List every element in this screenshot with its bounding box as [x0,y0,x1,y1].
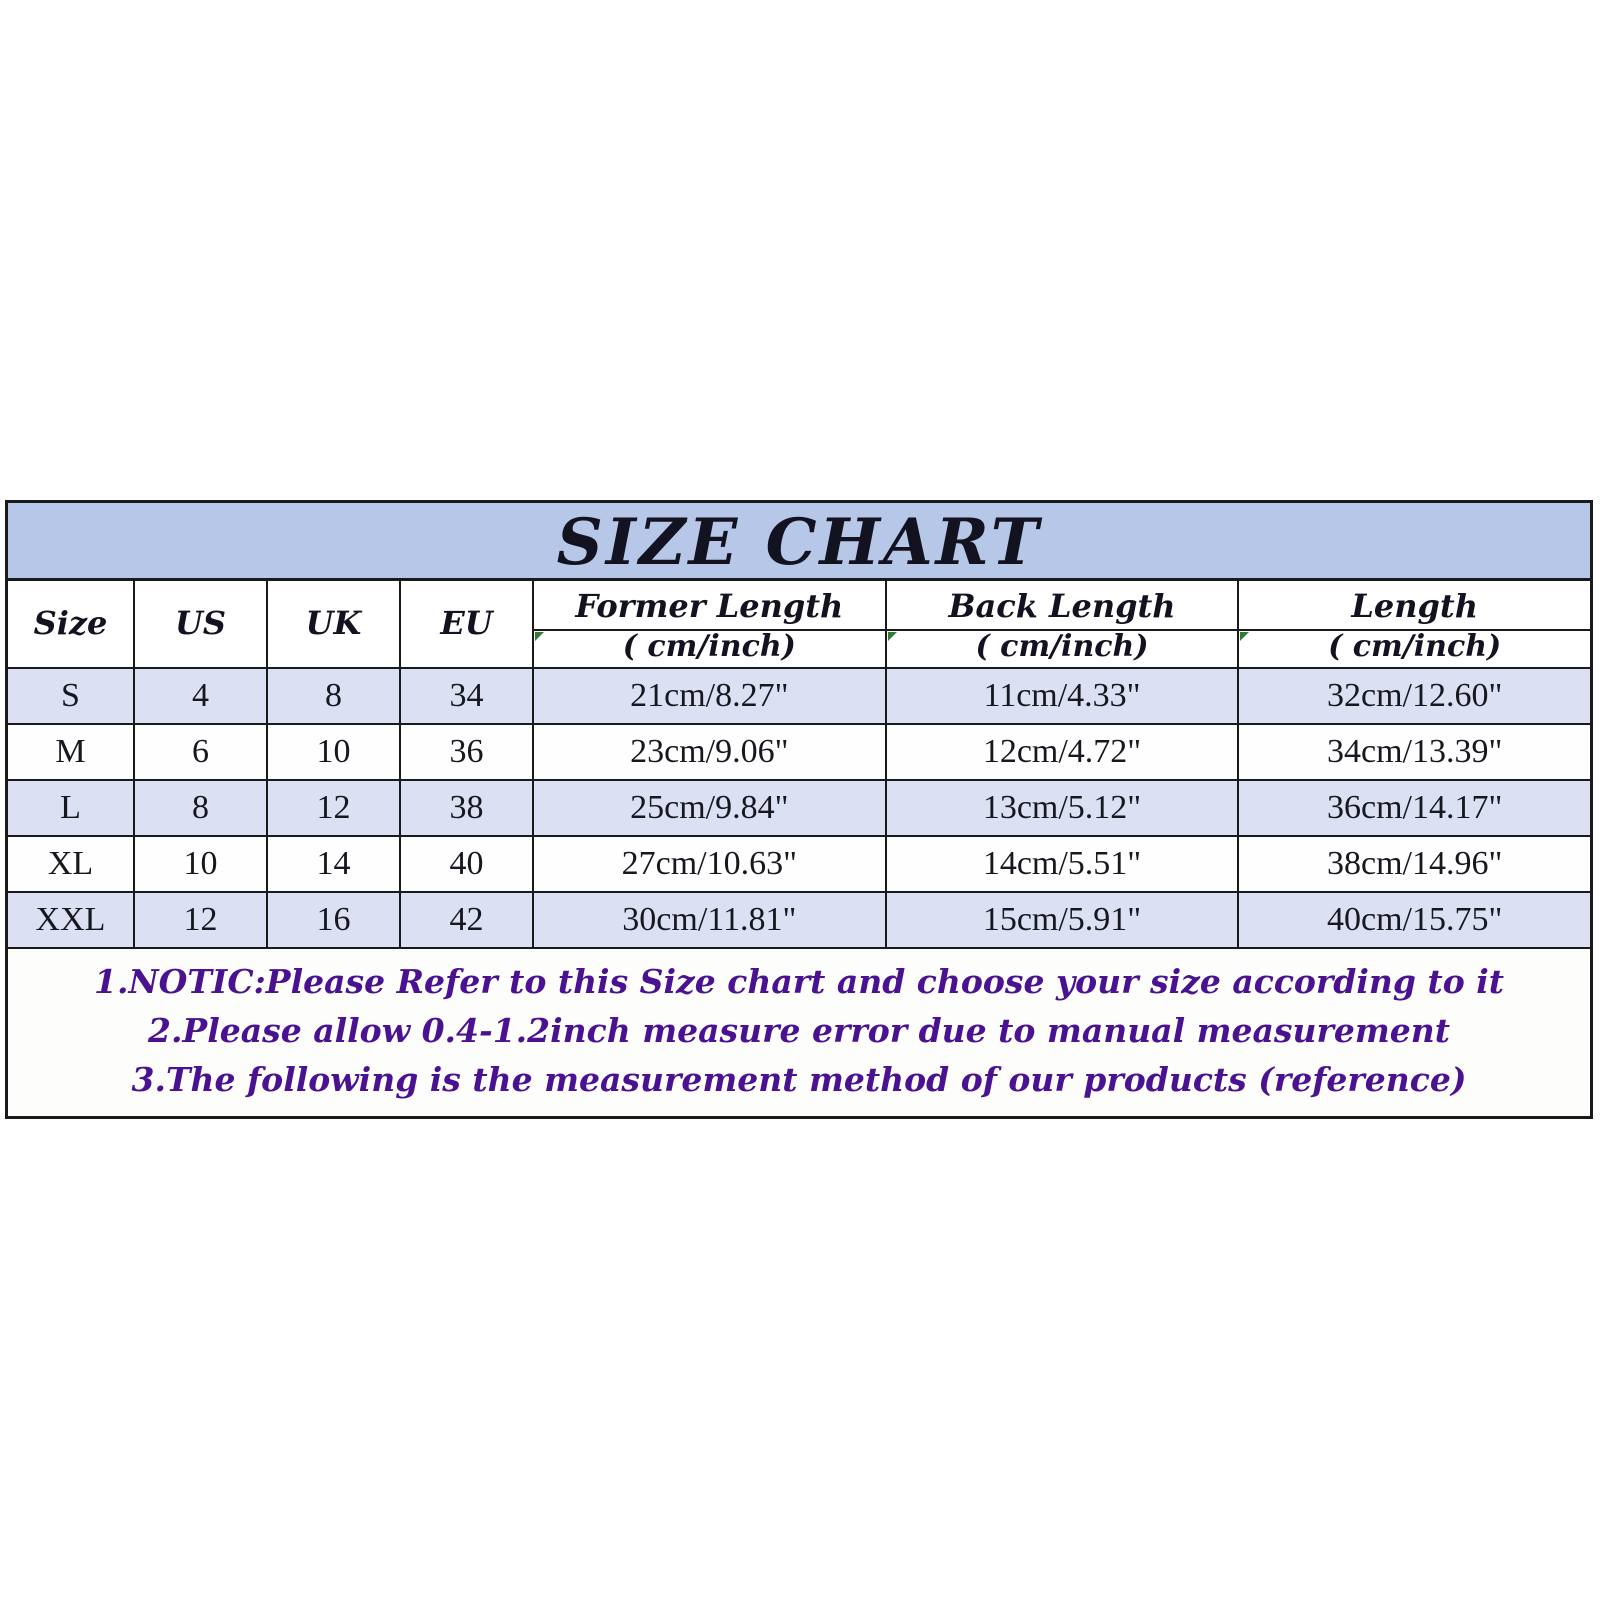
column-header-former-length [532,581,885,667]
column-header-back-length [885,581,1238,667]
cell-uk: 16 [266,893,399,947]
cell-length: 38cm/14.96" [1237,837,1590,891]
cell-former-length: 25cm/9.84" [532,781,885,835]
cell-size: XXL [35,901,106,938]
corner-marker-icon [888,632,897,641]
cell-back-length: 12cm/4.72" [885,725,1238,779]
cell-length: 34cm/13.39" [1237,725,1590,779]
column-header-length [1237,581,1590,667]
cell-back-length: 14cm/5.51" [885,837,1238,891]
cell-us: 12 [133,893,266,947]
unit-label: ( cm/inch) [975,629,1149,664]
cell-back-length: 13cm/5.12" [885,781,1238,835]
note-line-3: 3.The following is the measurement method of our products (reference) [131,1060,1467,1099]
column-header-length-label: Length [1239,581,1590,631]
cell-former-length: 30cm/11.81" [532,893,885,947]
table-row-xl [8,835,1590,891]
column-header-back-length-unit [887,631,1238,665]
cell-size: L [60,789,81,826]
cell-us: 6 [133,725,266,779]
cell-former-length: 27cm/10.63" [532,837,885,891]
cell-back-length: 15cm/5.91" [885,893,1238,947]
cell-us: 8 [133,781,266,835]
table-row-m [8,723,1590,779]
cell-uk: 14 [266,837,399,891]
cell-us: 10 [133,837,266,891]
cell-size: S [61,677,80,714]
cell-length: 32cm/12.60" [1237,669,1590,723]
cell-former-length: 23cm/9.06" [532,725,885,779]
column-header-eu: EU [399,581,532,667]
cell-uk: 10 [266,725,399,779]
cell-eu: 36 [399,725,532,779]
cell-former-length: 21cm/8.27" [532,669,885,723]
cell-eu: 40 [399,837,532,891]
cell-back-length: 11cm/4.33" [885,669,1238,723]
corner-marker-icon [535,632,544,641]
cell-size: M [55,733,86,770]
column-header-length-unit [1239,631,1590,665]
table-row-s [8,667,1590,723]
cell-us: 4 [133,669,266,723]
column-header-uk: UK [266,581,399,667]
cell-length: 36cm/14.17" [1237,781,1590,835]
table-row-xxl [8,891,1590,947]
note-line-2: 2.Please allow 0.4-1.2inch measure error due to manual measurement [147,1011,1450,1050]
unit-label: ( cm/inch) [622,629,796,664]
table-row-l [8,779,1590,835]
cell-size: XL [47,845,94,882]
unit-label: ( cm/inch) [1328,629,1502,664]
cell-eu: 38 [399,781,532,835]
cell-length: 40cm/15.75" [1237,893,1590,947]
size-chart-table [5,500,1593,1119]
cell-uk: 8 [266,669,399,723]
note-line-1: 1.NOTIC:Please Refer to this Size chart and choose your size according to it [94,962,1504,1001]
column-header-former-length-label: Former Length [534,581,885,631]
column-header-size: Size [33,604,108,642]
cell-eu: 34 [399,669,532,723]
column-header-us: US [133,581,266,667]
notes-section [8,947,1590,1116]
cell-eu: 42 [399,893,532,947]
size-chart-title: SIZE CHART [8,503,1590,581]
column-header-former-length-unit [534,631,885,665]
column-header-back-length-label: Back Length [887,581,1238,631]
corner-marker-icon [1240,632,1249,641]
cell-uk: 12 [266,781,399,835]
table-header-row [8,581,1590,667]
